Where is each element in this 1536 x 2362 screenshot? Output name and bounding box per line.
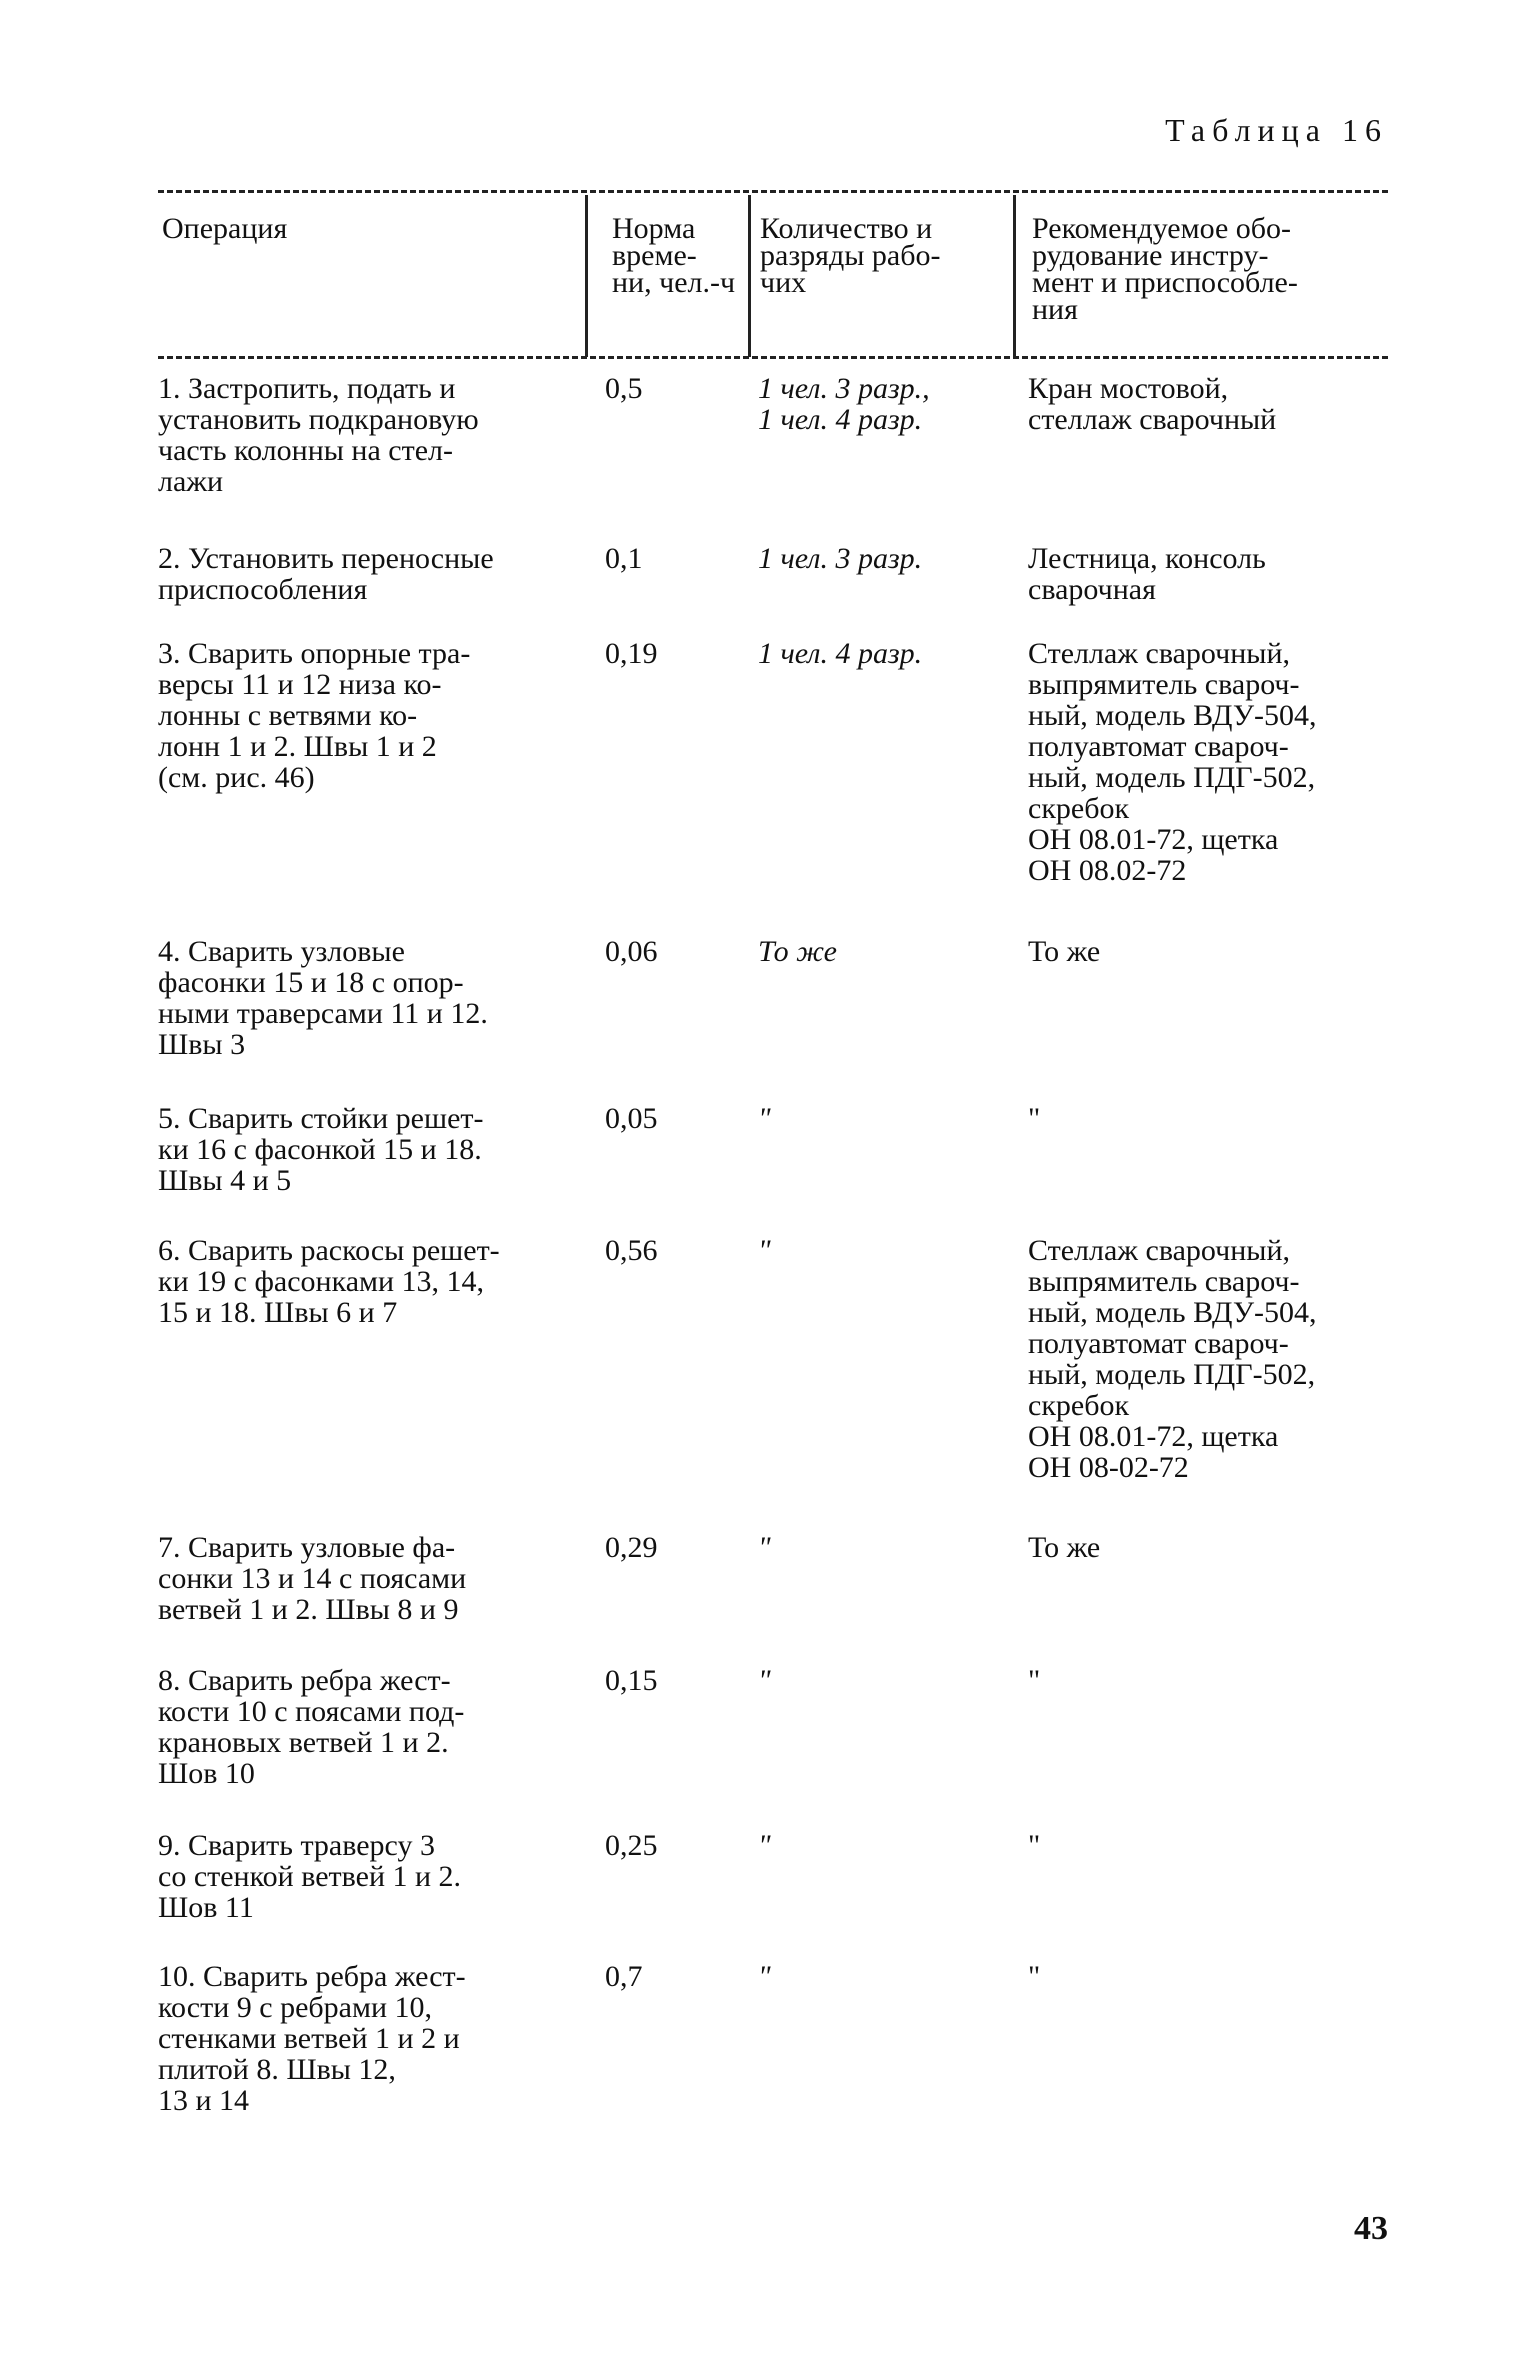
equipment-cell: То же	[1028, 1531, 1101, 1564]
table-row	[158, 1665, 1388, 1830]
equipment-cell: "	[1028, 1664, 1041, 1697]
operation-cell: 9. Сварить траверсу 3 со стенкой ветвей 1 и 2. Шов 11	[158, 1829, 462, 1924]
norm-cell: 0,7	[605, 1960, 643, 1993]
header-bottom-rule	[158, 356, 1388, 359]
operation-cell: 1. Застропить, подать и установить подкрановую часть колонны на стел- лажи	[158, 372, 479, 498]
table-caption: Таблица 16	[1165, 112, 1388, 148]
operation-cell: 7. Сварить узловые фа- сонки 13 и 14 с поясами ветвей 1 и 2. Швы 8 и 9	[158, 1531, 467, 1626]
workers-cell: "	[758, 1234, 771, 1267]
header-equipment: Рекомендуемое обо- рудование инстру- мент и приспособле- ния	[1032, 212, 1298, 326]
norm-cell: 0,25	[605, 1829, 658, 1862]
workers-cell: "	[758, 1829, 771, 1862]
equipment-cell: Стеллаж сварочный, выпрямитель свароч- ный, модель ВДУ-504, полуавтомат свароч- ный, модель ПДГ-502, скребок ОН 08.01-72, щетка ОН 08.02-72	[1028, 637, 1317, 887]
equipment-cell: Кран мостовой, стеллаж сварочный	[1028, 372, 1277, 436]
operation-cell: 8. Сварить ребра жест- кости 10 с поясами под- крановых ветвей 1 и 2. Шов 10	[158, 1664, 465, 1790]
workers-cell: 1 чел. 3 разр., 1 чел. 4 разр.	[758, 372, 930, 436]
equipment-cell: "	[1028, 1960, 1041, 1993]
norm-cell: 0,19	[605, 637, 658, 670]
equipment-cell: "	[1028, 1102, 1041, 1135]
operations-table	[158, 190, 1388, 2131]
operation-cell: 10. Сварить ребра жест- кости 9 с ребрами 10, стенками ветвей 1 и 2 и плитой 8. Швы 12, 13 и 14	[158, 1960, 466, 2117]
table-row	[158, 1235, 1388, 1532]
header-operation: Операция	[162, 212, 288, 245]
operation-cell: 6. Сварить раскосы решет- ки 19 с фасонками 13, 14, 15 и 18. Швы 6 и 7	[158, 1234, 500, 1329]
norm-cell: 0,5	[605, 372, 643, 405]
table-row	[158, 936, 1388, 1103]
workers-cell: "	[758, 1102, 771, 1135]
operation-cell: 4. Сварить узловые фасонки 15 и 18 с опор- ными траверсами 11 и 12. Швы 3	[158, 935, 488, 1061]
workers-cell: 1 чел. 4 разр.	[758, 637, 923, 670]
norm-cell: 0,15	[605, 1664, 658, 1697]
operation-cell: 2. Установить переносные приспособления	[158, 542, 494, 606]
table-row	[158, 373, 1388, 543]
table-header	[158, 193, 1388, 356]
equipment-cell: То же	[1028, 935, 1101, 968]
workers-cell: "	[758, 1531, 771, 1564]
table-row	[158, 1961, 1388, 2131]
workers-cell: То же	[758, 935, 837, 968]
norm-cell: 0,1	[605, 542, 643, 575]
table-row	[158, 1830, 1388, 1961]
equipment-cell: "	[1028, 1829, 1041, 1862]
table-row	[158, 638, 1388, 936]
table-body	[158, 373, 1388, 2131]
norm-cell: 0,06	[605, 935, 658, 968]
header-divider	[585, 195, 588, 357]
equipment-cell: Лестница, консоль сварочная	[1028, 542, 1266, 606]
header-divider	[1013, 195, 1016, 357]
equipment-cell: Стеллаж сварочный, выпрямитель свароч- ный, модель ВДУ-504, полуавтомат свароч- ный, модель ПДГ-502, скребок ОН 08.01-72, щетка ОН 08-02-72	[1028, 1234, 1317, 1484]
header-norm: Норма време- ни, чел.-ч	[612, 212, 736, 299]
workers-cell: 1 чел. 3 разр.	[758, 542, 923, 575]
table-row	[158, 1532, 1388, 1665]
table-row	[158, 1103, 1388, 1235]
page-number: 43	[1354, 2210, 1388, 2247]
norm-cell: 0,29	[605, 1531, 658, 1564]
norm-cell: 0,05	[605, 1102, 658, 1135]
header-workers: Количество и разряды рабо- чих	[760, 212, 941, 299]
workers-cell: "	[758, 1664, 771, 1697]
workers-cell: "	[758, 1960, 771, 1993]
table-row	[158, 543, 1388, 638]
operation-cell: 3. Сварить опорные тра- версы 11 и 12 низа ко- лонны с ветвями ко- лонн 1 и 2. Швы 1 и 2 (см. рис. 46)	[158, 637, 471, 794]
operation-cell: 5. Сварить стойки решет- ки 16 с фасонкой 15 и 18. Швы 4 и 5	[158, 1102, 484, 1197]
norm-cell: 0,56	[605, 1234, 658, 1267]
